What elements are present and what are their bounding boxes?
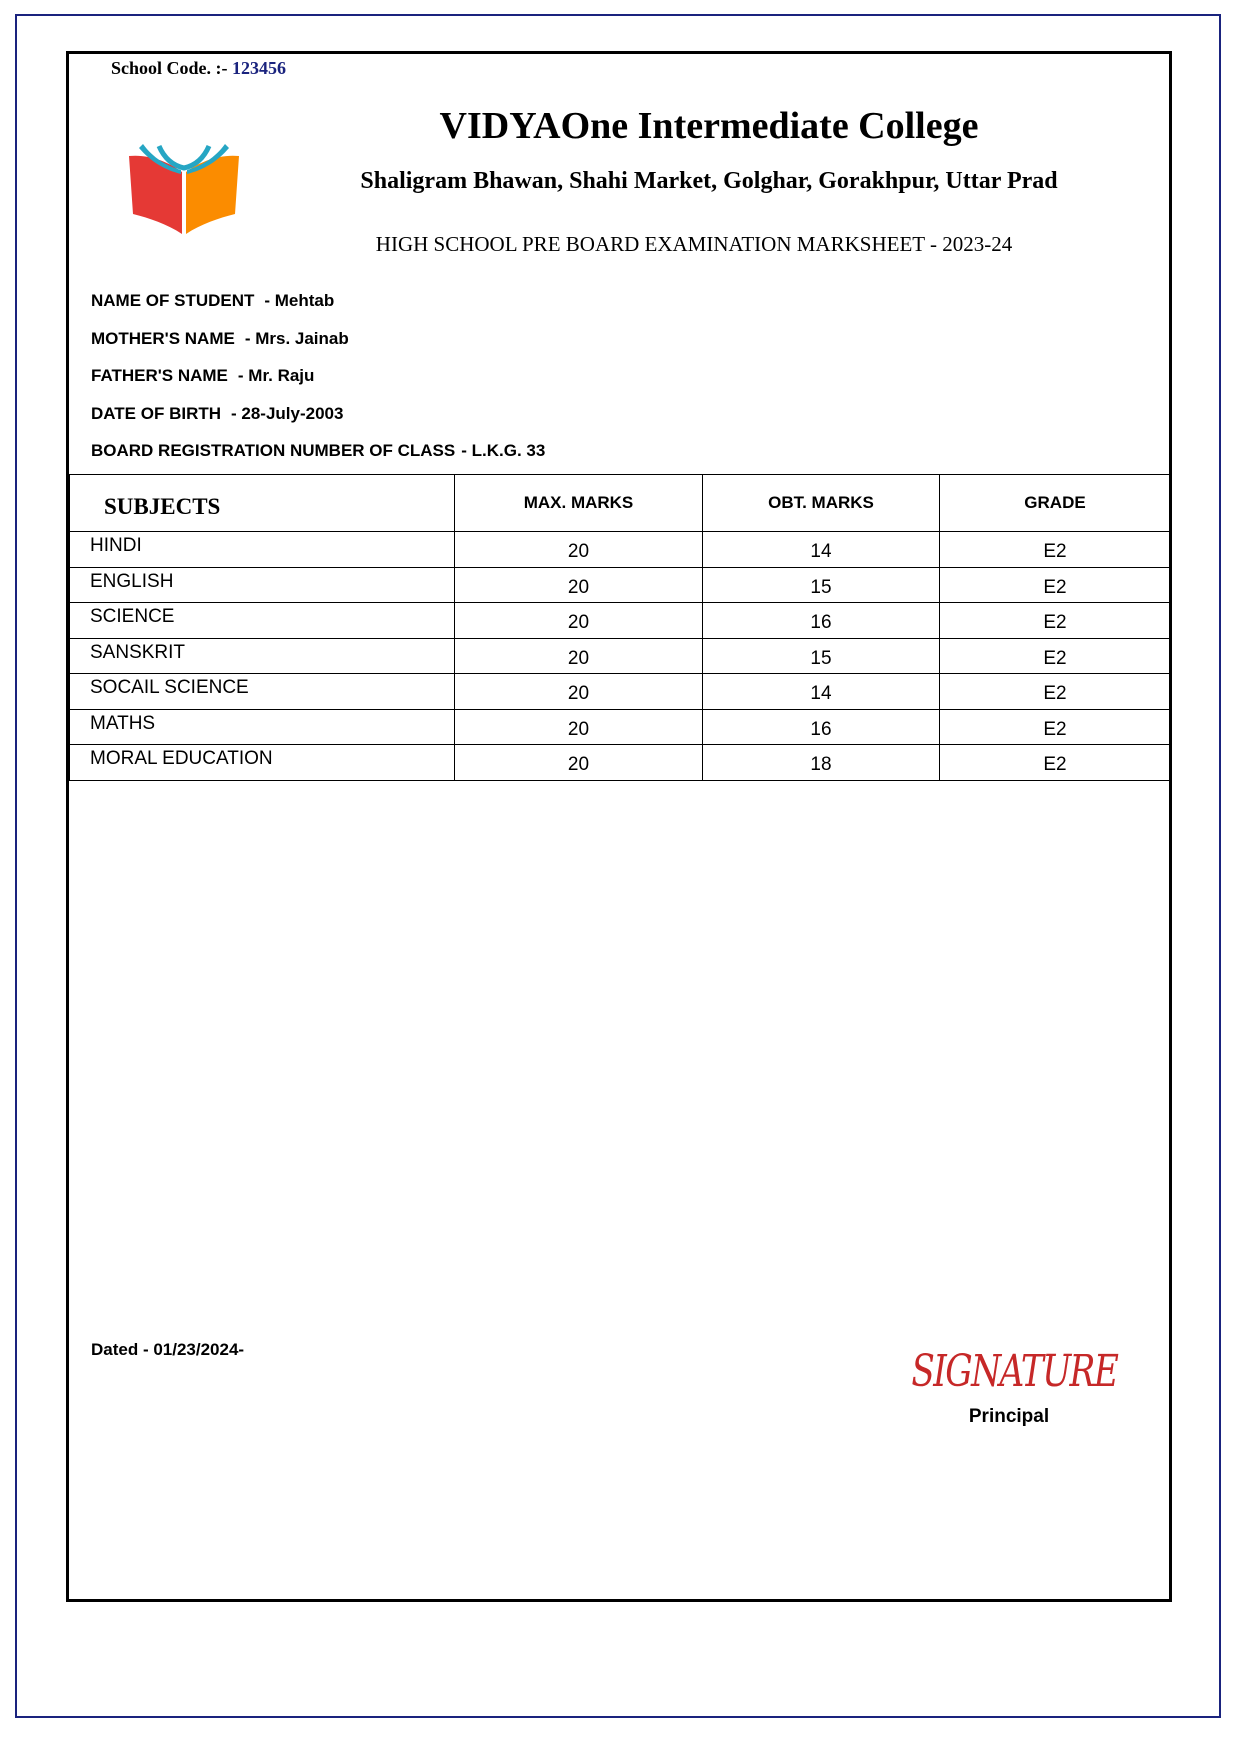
table-row (70, 745, 1171, 781)
grade-cell: E2 (940, 674, 1171, 710)
header-grade: GRADE (940, 475, 1171, 532)
subject-cell: MATHS (70, 709, 455, 745)
grade-cell: E2 (940, 567, 1171, 603)
school-code-value: 123456 (232, 58, 286, 78)
principal-label: Principal (968, 1406, 1050, 1427)
principal-signature (909, 1334, 1119, 1404)
table-row (70, 638, 1171, 674)
info-row-date-of-birth: DATE OF BIRTH - 28-July-2003 (91, 403, 344, 423)
header-obt-marks: OBT. MARKS (703, 475, 940, 532)
max-marks-cell: 20 (455, 603, 703, 639)
school-code-label: School Code. :- (111, 58, 228, 78)
info-row-student-name: NAME OF STUDENT - Mehtab (91, 291, 335, 310)
table-row (70, 532, 1171, 568)
exam-title: HIGH SCHOOL PRE BOARD EXAMINATION MARKSHEET - 2023-24 (375, 232, 1013, 256)
obt-marks-cell: 16 (703, 709, 940, 745)
max-marks-cell: 20 (455, 532, 703, 568)
subject-cell: MORAL EDUCATION (70, 745, 455, 781)
table-row (70, 567, 1171, 603)
info-row-registration: BOARD REGISTRATION NUMBER OF CLASS - L.K.G. 33 (91, 441, 546, 460)
grade-cell: E2 (940, 709, 1171, 745)
college-address: Shaligram Bhawan, Shahi Market, Golghar, Gorakhpur, Uttar Prad (360, 168, 1058, 194)
table-row (70, 603, 1171, 639)
table-header-row (70, 475, 1171, 532)
info-row-father-name: FATHER'S NAME - Mr. Raju (91, 366, 315, 385)
obt-marks-cell: 18 (703, 745, 940, 781)
grade-cell: E2 (940, 532, 1171, 568)
obt-marks-cell: 15 (703, 567, 940, 603)
max-marks-cell: 20 (455, 674, 703, 710)
table-row (70, 709, 1171, 745)
obt-marks-cell: 16 (703, 603, 940, 639)
marksheet (66, 51, 1172, 1602)
issue-date: Dated - 01/23/2024- (91, 1340, 245, 1359)
marks-table (69, 474, 1171, 781)
grade-cell: E2 (940, 745, 1171, 781)
student-info (91, 290, 545, 478)
grade-cell: E2 (940, 603, 1171, 639)
obt-marks-cell: 14 (703, 532, 940, 568)
max-marks-cell: 20 (455, 638, 703, 674)
header-subjects: SUBJECTS (70, 475, 455, 532)
subject-cell: ENGLISH (70, 567, 455, 603)
subject-cell: SCIENCE (70, 603, 455, 639)
school-code (111, 58, 286, 79)
max-marks-cell: 20 (455, 745, 703, 781)
max-marks-cell: 20 (455, 567, 703, 603)
info-row-mother-name: MOTHER'S NAME - Mrs. Jainab (91, 328, 349, 348)
header-max-marks: MAX. MARKS (455, 475, 703, 532)
max-marks-cell: 20 (455, 709, 703, 745)
college-logo-icon (119, 136, 249, 236)
subject-cell: HINDI (70, 532, 455, 568)
subject-cell: SANSKRIT (70, 638, 455, 674)
table-row (70, 674, 1171, 710)
svg-text:SIGNATURE: SIGNATURE (911, 1345, 1118, 1398)
grade-cell: E2 (940, 638, 1171, 674)
subject-cell: SOCAIL SCIENCE (70, 674, 455, 710)
obt-marks-cell: 14 (703, 674, 940, 710)
college-name: VIDYAOne Intermediate College (439, 105, 979, 147)
obt-marks-cell: 15 (703, 638, 940, 674)
